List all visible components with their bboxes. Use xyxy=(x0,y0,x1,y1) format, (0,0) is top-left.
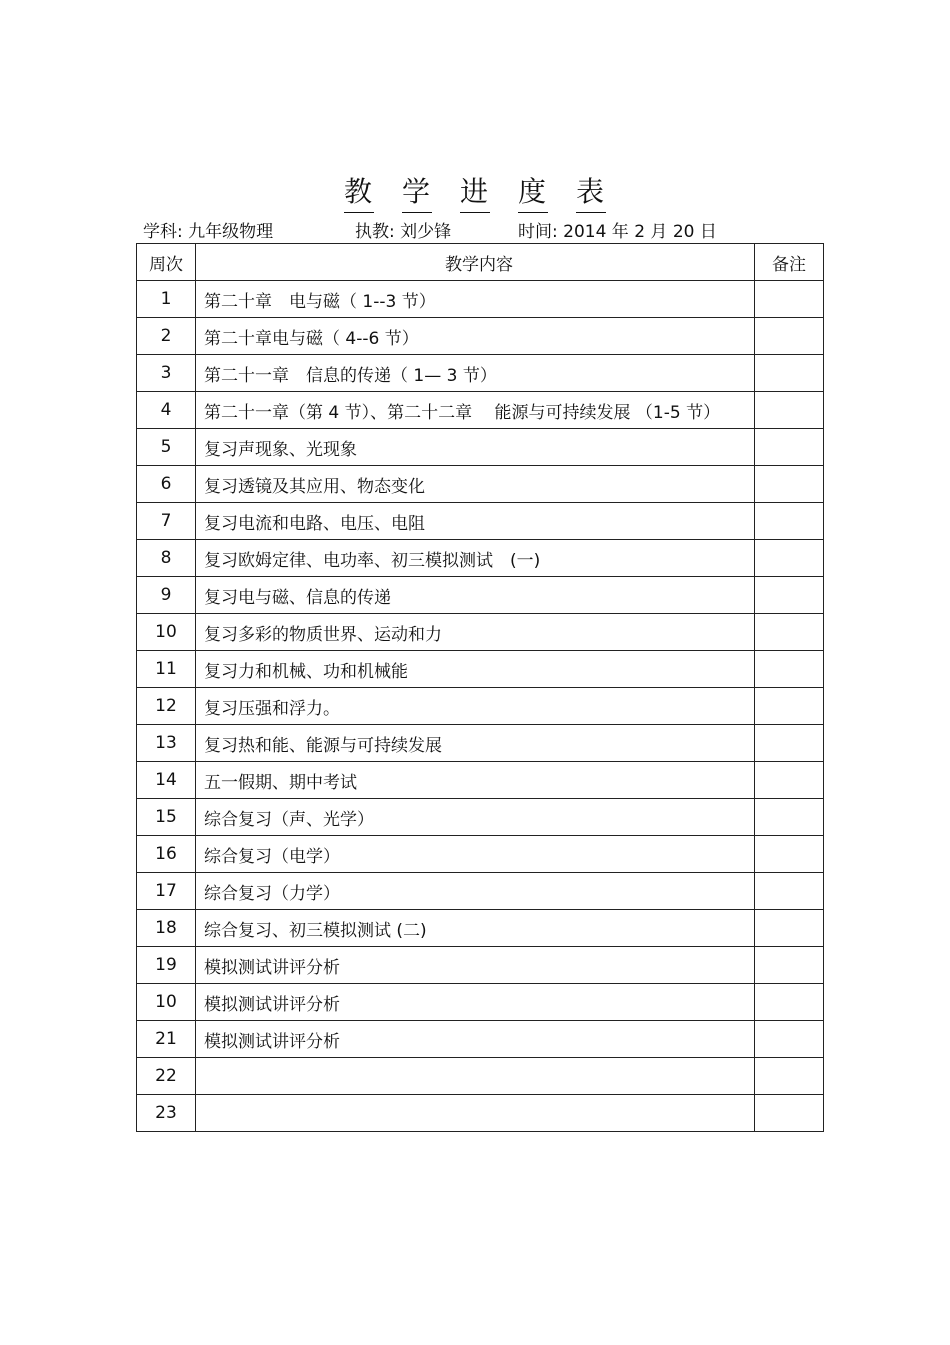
table-row xyxy=(137,392,824,429)
note-cell xyxy=(755,466,824,503)
header-content: 教学内容 xyxy=(196,244,755,281)
title-char: 度 xyxy=(518,170,548,213)
table-header-row xyxy=(137,244,824,281)
table-row xyxy=(137,688,824,725)
content-cell: 复习欧姆定律、电功率、初三模拟测试 (一) xyxy=(196,540,755,577)
page-title xyxy=(0,170,950,213)
week-cell: 15 xyxy=(137,799,196,836)
note-cell xyxy=(755,318,824,355)
note-cell xyxy=(755,725,824,762)
table-row xyxy=(137,281,824,318)
table-row xyxy=(137,799,824,836)
week-cell: 3 xyxy=(137,355,196,392)
week-cell: 12 xyxy=(137,688,196,725)
title-char: 教 xyxy=(344,170,374,213)
table-row xyxy=(137,1095,824,1132)
note-cell xyxy=(755,984,824,1021)
content-cell: 第二十一章（第 4 节）、第二十二章 能源与可持续发展 （1-5 节） xyxy=(196,392,755,429)
note-cell xyxy=(755,799,824,836)
week-cell: 17 xyxy=(137,873,196,910)
note-cell xyxy=(755,1095,824,1132)
content-cell: 第二十章 电与磁（ 1--3 节） xyxy=(196,281,755,318)
table-row xyxy=(137,725,824,762)
header-week: 周次 xyxy=(137,244,196,281)
week-cell: 9 xyxy=(137,577,196,614)
content-cell: 复习多彩的物质世界、运动和力 xyxy=(196,614,755,651)
note-cell xyxy=(755,281,824,318)
week-cell: 21 xyxy=(137,1021,196,1058)
week-cell: 8 xyxy=(137,540,196,577)
week-cell: 22 xyxy=(137,1058,196,1095)
table-row xyxy=(137,836,824,873)
date-label: 时间: 2014 年 2 月 20 日 xyxy=(518,222,717,242)
table-row xyxy=(137,429,824,466)
week-cell: 19 xyxy=(137,947,196,984)
header-note: 备注 xyxy=(755,244,824,281)
note-cell xyxy=(755,836,824,873)
content-cell: 第二十章电与磁（ 4--6 节） xyxy=(196,318,755,355)
table-row xyxy=(137,540,824,577)
content-cell: 复习压强和浮力。 xyxy=(196,688,755,725)
week-cell: 18 xyxy=(137,910,196,947)
note-cell xyxy=(755,1058,824,1095)
week-cell: 5 xyxy=(137,429,196,466)
week-cell: 6 xyxy=(137,466,196,503)
teacher-label: 执教: 刘少锋 xyxy=(355,222,452,242)
content-cell: 复习透镜及其应用、物态变化 xyxy=(196,466,755,503)
table-row xyxy=(137,762,824,799)
table-row xyxy=(137,910,824,947)
title-char: 进 xyxy=(460,170,490,213)
note-cell xyxy=(755,1021,824,1058)
note-cell xyxy=(755,651,824,688)
title-char: 学 xyxy=(402,170,432,213)
note-cell xyxy=(755,910,824,947)
week-cell: 1 xyxy=(137,281,196,318)
note-cell xyxy=(755,947,824,984)
content-cell: 综合复习（声、光学） xyxy=(196,799,755,836)
table-row xyxy=(137,503,824,540)
content-cell: 复习声现象、光现象 xyxy=(196,429,755,466)
table-row xyxy=(137,355,824,392)
schedule-table xyxy=(136,243,824,1132)
content-cell: 复习电与磁、信息的传递 xyxy=(196,577,755,614)
week-cell: 16 xyxy=(137,836,196,873)
week-cell: 4 xyxy=(137,392,196,429)
week-cell: 2 xyxy=(137,318,196,355)
note-cell xyxy=(755,577,824,614)
note-cell xyxy=(755,429,824,466)
content-cell: 模拟测试讲评分析 xyxy=(196,947,755,984)
title-char: 表 xyxy=(576,170,606,213)
content-cell: 五一假期、期中考试 xyxy=(196,762,755,799)
week-cell: 23 xyxy=(137,1095,196,1132)
table-row xyxy=(137,577,824,614)
note-cell xyxy=(755,540,824,577)
table-row xyxy=(137,947,824,984)
note-cell xyxy=(755,762,824,799)
note-cell xyxy=(755,503,824,540)
note-cell xyxy=(755,614,824,651)
content-cell: 第二十一章 信息的传递（ 1— 3 节） xyxy=(196,355,755,392)
content-cell: 复习电流和电路、电压、电阻 xyxy=(196,503,755,540)
week-cell: 14 xyxy=(137,762,196,799)
table-row xyxy=(137,466,824,503)
content-cell: 综合复习、初三模拟测试 (二) xyxy=(196,910,755,947)
week-cell: 10 xyxy=(137,614,196,651)
note-cell xyxy=(755,688,824,725)
content-cell xyxy=(196,1058,755,1095)
content-cell: 复习力和机械、功和机械能 xyxy=(196,651,755,688)
content-cell: 综合复习（力学） xyxy=(196,873,755,910)
table-row xyxy=(137,651,824,688)
table-row xyxy=(137,873,824,910)
note-cell xyxy=(755,355,824,392)
content-cell: 模拟测试讲评分析 xyxy=(196,1021,755,1058)
content-cell: 综合复习（电学） xyxy=(196,836,755,873)
week-cell: 10 xyxy=(137,984,196,1021)
note-cell xyxy=(755,392,824,429)
table-row xyxy=(137,318,824,355)
note-cell xyxy=(755,873,824,910)
content-cell: 复习热和能、能源与可持续发展 xyxy=(196,725,755,762)
subject-label: 学科: 九年级物理 xyxy=(143,222,274,242)
week-cell: 11 xyxy=(137,651,196,688)
week-cell: 13 xyxy=(137,725,196,762)
table-row xyxy=(137,614,824,651)
content-cell: 模拟测试讲评分析 xyxy=(196,984,755,1021)
content-cell xyxy=(196,1095,755,1132)
week-cell: 7 xyxy=(137,503,196,540)
table-row xyxy=(137,1021,824,1058)
table-row xyxy=(137,1058,824,1095)
table-row xyxy=(137,984,824,1021)
